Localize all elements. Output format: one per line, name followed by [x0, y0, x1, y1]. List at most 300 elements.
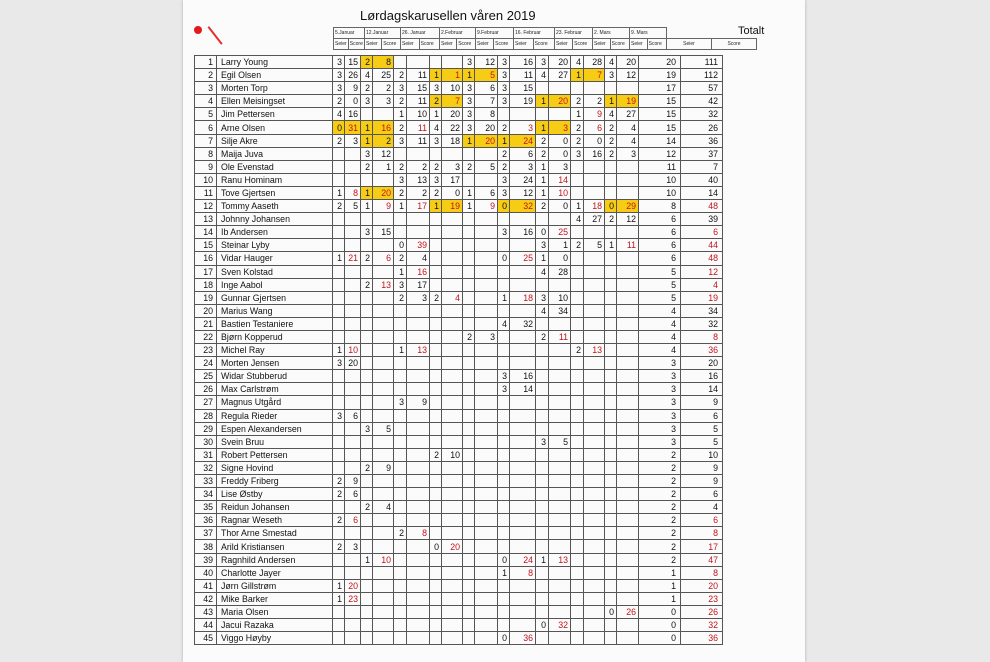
- score-cell: [510, 396, 536, 409]
- total-seier-cell: 3: [639, 409, 681, 422]
- player-name: Ragnhild Andersen: [217, 553, 333, 566]
- score-cell: 28: [549, 265, 571, 278]
- seier-cell: [333, 226, 345, 239]
- seier-cell: 1: [394, 108, 407, 121]
- seier-cell: 1: [536, 95, 549, 108]
- score-cell: 6: [345, 409, 361, 422]
- total-seier-cell: 3: [639, 422, 681, 435]
- table-row: [195, 239, 723, 252]
- seier-cell: [394, 213, 407, 226]
- seier-cell: [536, 344, 549, 357]
- seier-cell: 3: [498, 56, 510, 69]
- total-score-cell: 6: [681, 488, 723, 501]
- score-cell: 13: [373, 278, 394, 291]
- seier-cell: [361, 592, 373, 605]
- score-cell: [442, 239, 463, 252]
- score-cell: [510, 592, 536, 605]
- total-seier-cell: 5: [639, 265, 681, 278]
- score-cell: [549, 213, 571, 226]
- player-name: Robert Pettersen: [217, 448, 333, 461]
- score-cell: 12: [617, 69, 639, 82]
- score-cell: [442, 501, 463, 514]
- score-cell: [549, 566, 571, 579]
- seier-cell: [536, 409, 549, 422]
- seier-cell: [498, 461, 510, 474]
- seier-cell: [463, 448, 475, 461]
- table-row: [195, 632, 723, 645]
- score-header: Score: [457, 39, 476, 50]
- seier-cell: [498, 501, 510, 514]
- score-cell: [407, 147, 430, 160]
- seier-cell: [605, 579, 617, 592]
- total-score-cell: 34: [681, 304, 723, 317]
- score-cell: [407, 383, 430, 396]
- seier-cell: [498, 304, 510, 317]
- seier-cell: [333, 448, 345, 461]
- score-cell: [475, 409, 498, 422]
- seier-cell: 2: [361, 252, 373, 265]
- seier-cell: [605, 291, 617, 304]
- seier-cell: 2: [605, 147, 617, 160]
- date-header: 12.Januar: [365, 28, 401, 39]
- score-cell: 15: [345, 56, 361, 69]
- seier-cell: [571, 370, 584, 383]
- total-score-cell: 20: [681, 579, 723, 592]
- seier-cell: [463, 553, 475, 566]
- score-cell: [373, 605, 394, 618]
- seier-cell: 3: [536, 56, 549, 69]
- rank-cell: 42: [195, 592, 217, 605]
- seier-cell: [605, 488, 617, 501]
- seier-cell: 1: [333, 592, 345, 605]
- seier-cell: [394, 501, 407, 514]
- score-cell: [617, 226, 639, 239]
- score-cell: [442, 396, 463, 409]
- score-cell: 20: [345, 579, 361, 592]
- score-cell: 20: [345, 357, 361, 370]
- seier-cell: [463, 475, 475, 488]
- player-name: Larry Young: [217, 56, 333, 69]
- score-cell: [584, 173, 605, 186]
- seier-cell: [498, 344, 510, 357]
- table-row: [195, 527, 723, 540]
- seier-cell: 3: [498, 95, 510, 108]
- seier-cell: [605, 527, 617, 540]
- seier-cell: 0: [536, 226, 549, 239]
- seier-cell: [361, 357, 373, 370]
- score-cell: [549, 396, 571, 409]
- score-cell: [617, 304, 639, 317]
- score-cell: [475, 278, 498, 291]
- seier-cell: [605, 330, 617, 343]
- seier-cell: 1: [536, 186, 549, 199]
- score-cell: [373, 619, 394, 632]
- seier-cell: [463, 278, 475, 291]
- player-name: Magnus Utgård: [217, 396, 333, 409]
- total-score-cell: 6: [681, 514, 723, 527]
- score-cell: [549, 632, 571, 645]
- score-cell: [407, 514, 430, 527]
- rank-cell: 5: [195, 108, 217, 121]
- seier-cell: [430, 252, 442, 265]
- seier-cell: 2: [394, 95, 407, 108]
- score-cell: [373, 383, 394, 396]
- score-cell: [617, 619, 639, 632]
- player-name: Egil Olsen: [217, 69, 333, 82]
- seier-cell: [571, 461, 584, 474]
- score-cell: [407, 461, 430, 474]
- table-row: [195, 370, 723, 383]
- total-seier-cell: 3: [639, 435, 681, 448]
- seier-cell: 2: [605, 134, 617, 147]
- seier-cell: [536, 566, 549, 579]
- score-cell: 11: [510, 69, 536, 82]
- score-cell: [442, 330, 463, 343]
- seier-cell: [463, 147, 475, 160]
- seier-cell: [571, 409, 584, 422]
- seier-cell: [361, 265, 373, 278]
- seier-cell: [394, 553, 407, 566]
- seier-cell: [536, 488, 549, 501]
- seier-cell: 0: [333, 121, 345, 134]
- seier-cell: [498, 265, 510, 278]
- score-cell: 27: [584, 213, 605, 226]
- seier-cell: [333, 160, 345, 173]
- seier-cell: [394, 475, 407, 488]
- seier-cell: 1: [571, 69, 584, 82]
- score-cell: 6: [475, 82, 498, 95]
- seier-cell: [361, 566, 373, 579]
- score-cell: 21: [345, 252, 361, 265]
- seier-cell: 4: [361, 69, 373, 82]
- seier-cell: [430, 619, 442, 632]
- total-seier-cell: 6: [639, 252, 681, 265]
- rank-cell: 17: [195, 265, 217, 278]
- player-name: Silje Akre: [217, 134, 333, 147]
- rank-cell: 28: [195, 409, 217, 422]
- seier-cell: 4: [498, 317, 510, 330]
- score-cell: 4: [373, 501, 394, 514]
- score-cell: [373, 317, 394, 330]
- seier-header: Seier: [514, 39, 534, 50]
- table-row: [195, 200, 723, 213]
- score-cell: [584, 291, 605, 304]
- seier-cell: [394, 304, 407, 317]
- score-cell: [442, 278, 463, 291]
- total-score-cell: 26: [681, 605, 723, 618]
- score-cell: 11: [407, 69, 430, 82]
- player-name: Morten Jensen: [217, 357, 333, 370]
- score-cell: [617, 579, 639, 592]
- score-header: Score: [419, 39, 439, 50]
- seier-cell: 2: [571, 121, 584, 134]
- seier-cell: [536, 448, 549, 461]
- seier-cell: 3: [463, 95, 475, 108]
- seier-cell: 2: [430, 186, 442, 199]
- player-name: Sven Kolstad: [217, 265, 333, 278]
- score-cell: [617, 160, 639, 173]
- score-cell: [617, 553, 639, 566]
- total-seier-cell: 4: [639, 304, 681, 317]
- total-score-cell: 36: [681, 134, 723, 147]
- score-cell: 16: [345, 108, 361, 121]
- seier-cell: 3: [430, 82, 442, 95]
- seier-cell: [605, 82, 617, 95]
- score-cell: [584, 330, 605, 343]
- table-row: [195, 213, 723, 226]
- score-cell: [475, 553, 498, 566]
- seier-cell: [463, 304, 475, 317]
- seier-cell: [333, 396, 345, 409]
- score-cell: 5: [345, 200, 361, 213]
- score-cell: [475, 304, 498, 317]
- seier-cell: [394, 488, 407, 501]
- score-cell: [617, 409, 639, 422]
- seier-cell: 0: [498, 632, 510, 645]
- seier-cell: 2: [605, 213, 617, 226]
- table-row: [195, 475, 723, 488]
- score-cell: [510, 619, 536, 632]
- seier-cell: [463, 605, 475, 618]
- total-score-cell: 17: [681, 540, 723, 553]
- seier-cell: [571, 278, 584, 291]
- seier-cell: [605, 173, 617, 186]
- seier-cell: 0: [605, 605, 617, 618]
- score-cell: 3: [510, 121, 536, 134]
- seier-cell: 3: [498, 173, 510, 186]
- total-score-cell: 39: [681, 213, 723, 226]
- seier-cell: 3: [498, 186, 510, 199]
- table-row: [195, 304, 723, 317]
- score-cell: 6: [345, 488, 361, 501]
- seier-cell: 2: [333, 540, 345, 553]
- total-score-cell: 6: [681, 226, 723, 239]
- score-cell: [407, 632, 430, 645]
- seier-cell: 2: [571, 134, 584, 147]
- score-cell: [442, 592, 463, 605]
- score-cell: 3: [345, 540, 361, 553]
- score-cell: [617, 527, 639, 540]
- date-header: 2. Mars: [593, 28, 630, 39]
- seier-cell: [571, 252, 584, 265]
- score-cell: [510, 448, 536, 461]
- seier-cell: 1: [333, 252, 345, 265]
- seier-cell: 2: [361, 82, 373, 95]
- score-cell: 8: [510, 566, 536, 579]
- seier-cell: 2: [463, 160, 475, 173]
- rank-cell: 13: [195, 213, 217, 226]
- total-score-cell: 57: [681, 82, 723, 95]
- seier-cell: [536, 396, 549, 409]
- score-cell: [510, 239, 536, 252]
- seier-cell: [430, 226, 442, 239]
- total-score-cell: 5: [681, 422, 723, 435]
- seier-cell: 2: [394, 291, 407, 304]
- seier-cell: [571, 186, 584, 199]
- score-cell: [584, 553, 605, 566]
- score-cell: [475, 370, 498, 383]
- score-cell: [510, 527, 536, 540]
- score-cell: [442, 252, 463, 265]
- score-cell: [617, 632, 639, 645]
- total-seier-cell: 2: [639, 475, 681, 488]
- score-cell: 8: [407, 527, 430, 540]
- seier-cell: [361, 213, 373, 226]
- score-cell: [549, 501, 571, 514]
- seier-cell: 1: [333, 344, 345, 357]
- total-score-cell: 9: [681, 461, 723, 474]
- seier-cell: 3: [430, 173, 442, 186]
- score-cell: 16: [510, 370, 536, 383]
- score-cell: [345, 619, 361, 632]
- score-cell: [345, 291, 361, 304]
- score-cell: [345, 501, 361, 514]
- score-header: Score: [647, 39, 666, 50]
- score-cell: [373, 304, 394, 317]
- score-cell: 10: [442, 448, 463, 461]
- score-cell: [584, 278, 605, 291]
- seier-cell: [463, 409, 475, 422]
- total-seier-cell: 6: [639, 226, 681, 239]
- score-cell: [475, 579, 498, 592]
- seier-cell: [571, 226, 584, 239]
- score-cell: [407, 592, 430, 605]
- score-cell: [617, 514, 639, 527]
- score-cell: [442, 579, 463, 592]
- total-seier-cell: 0: [639, 605, 681, 618]
- seier-cell: [333, 173, 345, 186]
- rank-cell: 18: [195, 278, 217, 291]
- score-cell: [373, 265, 394, 278]
- score-cell: [617, 278, 639, 291]
- table-row: [195, 252, 723, 265]
- score-cell: 10: [549, 186, 571, 199]
- seier-cell: [571, 632, 584, 645]
- score-cell: [510, 108, 536, 121]
- seier-cell: [361, 540, 373, 553]
- total-seier-cell: 2: [639, 553, 681, 566]
- seier-cell: [571, 488, 584, 501]
- score-cell: 15: [510, 82, 536, 95]
- seier-cell: [536, 461, 549, 474]
- player-name: Viggo Høyby: [217, 632, 333, 645]
- total-score-header: Score: [712, 39, 757, 50]
- score-cell: 12: [510, 186, 536, 199]
- score-cell: [475, 383, 498, 396]
- score-cell: 0: [549, 147, 571, 160]
- seier-cell: [498, 605, 510, 618]
- score-cell: [584, 514, 605, 527]
- score-cell: [510, 461, 536, 474]
- seier-cell: [430, 396, 442, 409]
- total-seier-cell: 12: [639, 147, 681, 160]
- score-cell: [475, 239, 498, 252]
- seier-cell: [605, 317, 617, 330]
- seier-cell: [333, 501, 345, 514]
- seier-cell: [463, 488, 475, 501]
- score-cell: 4: [407, 252, 430, 265]
- seier-cell: [361, 632, 373, 645]
- rank-cell: 14: [195, 226, 217, 239]
- player-name: Jacui Razaka: [217, 619, 333, 632]
- seier-cell: 1: [430, 69, 442, 82]
- score-cell: [442, 213, 463, 226]
- score-cell: 32: [510, 317, 536, 330]
- seier-cell: [333, 147, 345, 160]
- total-score-cell: 12: [681, 265, 723, 278]
- seier-cell: 2: [463, 330, 475, 343]
- score-cell: [549, 540, 571, 553]
- total-seier-cell: 2: [639, 448, 681, 461]
- seier-cell: [571, 448, 584, 461]
- seier-cell: [333, 422, 345, 435]
- score-cell: [345, 226, 361, 239]
- score-cell: 1: [442, 69, 463, 82]
- rank-cell: 38: [195, 540, 217, 553]
- score-cell: 25: [373, 69, 394, 82]
- score-cell: 20: [549, 56, 571, 69]
- table-row: [195, 501, 723, 514]
- seier-cell: [430, 592, 442, 605]
- seier-cell: [333, 383, 345, 396]
- score-cell: 10: [345, 344, 361, 357]
- seier-cell: 1: [361, 553, 373, 566]
- score-cell: [584, 226, 605, 239]
- seier-cell: 2: [394, 527, 407, 540]
- score-cell: [549, 82, 571, 95]
- seier-cell: 1: [536, 553, 549, 566]
- rank-cell: 23: [195, 344, 217, 357]
- seier-cell: [463, 370, 475, 383]
- score-cell: [475, 514, 498, 527]
- seier-cell: [430, 409, 442, 422]
- table-row: [195, 317, 723, 330]
- total-seier-cell: 3: [639, 383, 681, 396]
- seier-cell: [394, 540, 407, 553]
- seier-cell: [605, 409, 617, 422]
- score-cell: [584, 370, 605, 383]
- table-row: [195, 514, 723, 527]
- score-cell: [549, 357, 571, 370]
- table-row: [195, 69, 723, 82]
- seier-cell: 1: [536, 160, 549, 173]
- seier-cell: 2: [333, 475, 345, 488]
- score-cell: [617, 435, 639, 448]
- table-row: [195, 330, 723, 343]
- score-cell: [584, 265, 605, 278]
- seier-cell: [498, 278, 510, 291]
- score-cell: [584, 357, 605, 370]
- score-cell: [442, 383, 463, 396]
- score-cell: 3: [549, 121, 571, 134]
- seier-cell: [463, 173, 475, 186]
- seier-cell: [463, 291, 475, 304]
- seier-cell: [536, 383, 549, 396]
- score-cell: [617, 566, 639, 579]
- seier-cell: [605, 632, 617, 645]
- player-name: Maria Olsen: [217, 605, 333, 618]
- rank-cell: 1: [195, 56, 217, 69]
- total-seier-cell: 4: [639, 330, 681, 343]
- score-cell: [373, 344, 394, 357]
- seier-cell: [361, 619, 373, 632]
- score-cell: 9: [373, 200, 394, 213]
- seier-cell: [361, 304, 373, 317]
- rank-cell: 32: [195, 461, 217, 474]
- score-cell: 23: [345, 592, 361, 605]
- seier-cell: 3: [463, 82, 475, 95]
- score-cell: [407, 304, 430, 317]
